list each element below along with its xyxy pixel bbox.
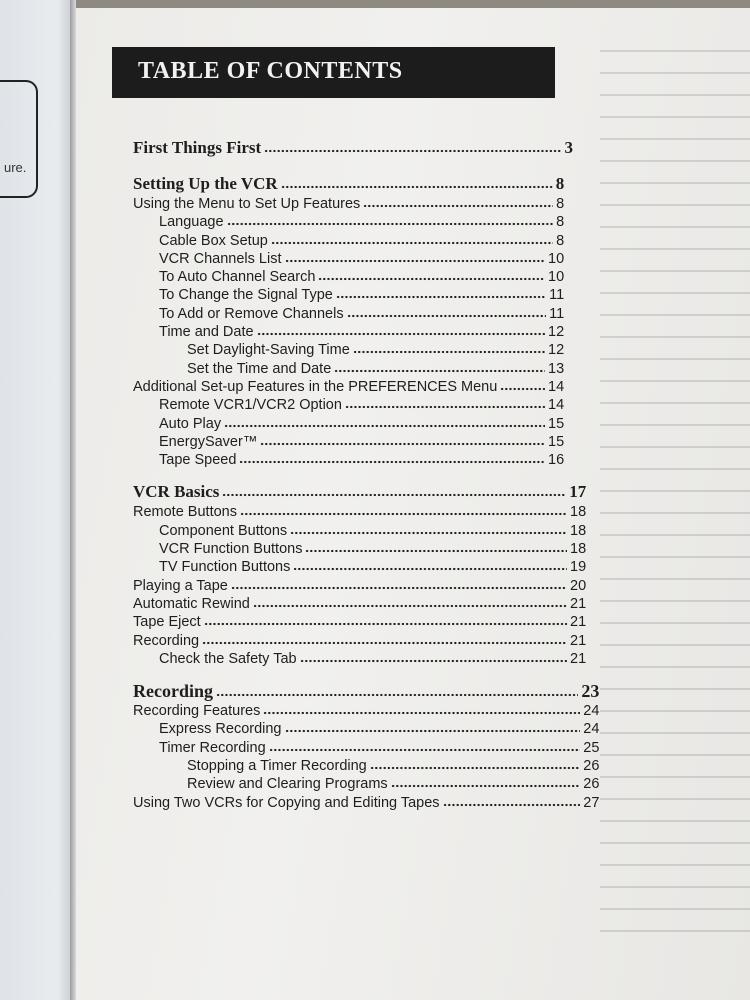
toc-page-number: 8 (556, 232, 565, 249)
toc-page-number: 15 (548, 415, 565, 432)
dot-leader (305, 549, 567, 553)
toc-page-number: 21 (570, 614, 587, 631)
dot-leader (281, 185, 553, 189)
dot-leader (334, 369, 545, 373)
toc-page-number: 14 (548, 397, 565, 414)
toc-page-number: 26 (583, 758, 600, 775)
toc-entry-label: Timer Recording (159, 739, 266, 756)
toc-page-number: 10 (548, 269, 565, 286)
toc-entry (133, 379, 564, 397)
toc-page-number: 3 (564, 138, 573, 157)
dot-leader (300, 659, 567, 663)
dot-leader (345, 405, 545, 409)
toc-entry (133, 703, 599, 721)
dot-leader (285, 729, 581, 733)
toc-entry-label: To Auto Channel Search (159, 269, 316, 286)
toc-entry-label: VCR Channels List (159, 250, 282, 267)
toc-entry-label: VCR Function Buttons (159, 541, 303, 558)
dot-leader (443, 803, 581, 807)
toc-page-number: 20 (570, 577, 587, 594)
toc-entry-label: Cable Box Setup (159, 232, 268, 249)
toc-entry-label: Recording Features (133, 703, 261, 720)
toc-entry (133, 214, 564, 232)
toc-entry (133, 740, 599, 758)
notice-box (0, 80, 38, 198)
dot-leader (216, 693, 578, 697)
dot-leader (363, 204, 553, 208)
toc-entry-label: Stopping a Timer Recording (187, 758, 367, 775)
toc-entry-label: Using Two VCRs for Copying and Editing Tapes (133, 794, 440, 811)
dot-leader (391, 784, 581, 788)
toc-entry (133, 721, 599, 739)
dot-leader (260, 442, 545, 446)
toc-entry-label: To Add or Remove Channels (159, 305, 344, 322)
toc-page-number: 23 (581, 681, 600, 702)
toc-page-number: 8 (556, 196, 565, 212)
toc-entry (133, 233, 564, 251)
toc-entry-label: Setting Up the VCR (133, 174, 278, 193)
toc-page-number: 18 (570, 504, 587, 521)
toc-entry (133, 776, 599, 794)
toc-entry-label: Component Buttons (159, 522, 288, 539)
toc-entry-label: Set the Time and Date (187, 360, 332, 377)
toc-entry-label: Review and Clearing Programs (187, 776, 388, 793)
dot-leader (290, 531, 567, 535)
toc-entry (133, 758, 599, 776)
dot-leader (318, 277, 545, 281)
dot-leader (293, 567, 567, 571)
toc-entry (133, 269, 564, 287)
toc-page-number: 18 (570, 541, 587, 558)
dot-leader (264, 149, 561, 153)
toc-entry (133, 633, 586, 651)
toc-entry-label: Tape Speed (159, 452, 237, 469)
toc-page-number: 27 (583, 794, 600, 811)
toc-section-heading (133, 174, 564, 196)
dot-leader (222, 493, 566, 497)
dot-leader (253, 604, 567, 608)
toc-entry (133, 596, 586, 614)
dot-leader (336, 295, 546, 299)
page-title: TABLE OF CONTENTS (138, 58, 403, 84)
toc-page-number: 21 (570, 650, 587, 667)
toc-entry-label: Check the Safety Tab (159, 650, 297, 667)
toc-entry (133, 434, 564, 452)
toc-page-number: 15 (548, 433, 565, 450)
toc-entry-label: VCR Basics (133, 482, 220, 502)
dot-leader (227, 222, 554, 226)
toc-section (133, 482, 587, 669)
toc-section-heading (133, 482, 586, 504)
toc-entry (133, 651, 586, 669)
toc-page-number: 21 (570, 632, 587, 649)
dot-leader (202, 641, 567, 645)
dot-leader (240, 512, 567, 516)
toc-page-number: 8 (556, 214, 565, 231)
toc-section-heading (133, 681, 599, 703)
toc-page-number: 10 (548, 250, 565, 267)
toc-entry-label: Set Daylight-Saving Time (187, 342, 350, 359)
toc-entry-label: Time and Date (159, 324, 254, 341)
toc-page-number: 17 (569, 482, 587, 502)
toc-entry-label: Language (159, 214, 224, 231)
toc-entry (133, 578, 586, 596)
toc-entry-label: Express Recording (159, 721, 282, 738)
toc-entry-label: Additional Set-up Features in the PREFERENCES Menu (133, 378, 498, 395)
toc-entry-label: Recording (133, 681, 213, 702)
notice-fragment: ure. (4, 160, 27, 175)
dot-leader (353, 350, 545, 354)
dot-leader (257, 332, 545, 336)
toc-entry (133, 559, 586, 577)
toc-entry (133, 416, 564, 434)
toc-entry-label: Remote Buttons (133, 504, 237, 521)
toc-section (133, 138, 573, 160)
title-banner (112, 47, 555, 98)
toc-entry-label: First Things First (133, 138, 262, 157)
toc-entry-label: Remote VCR1/VCR2 Option (159, 397, 342, 414)
toc-entry-label: Recording (133, 632, 200, 649)
toc-entry (133, 287, 564, 305)
show-through (600, 50, 750, 950)
toc-page-number: 13 (548, 360, 565, 377)
toc-entry (133, 504, 586, 522)
toc-entry-label: TV Function Buttons (159, 559, 291, 576)
toc-page-number: 24 (583, 721, 600, 738)
previous-page (0, 0, 72, 1000)
dot-leader (204, 622, 567, 626)
toc-entry (133, 342, 564, 360)
dot-leader (500, 387, 545, 391)
dot-leader (263, 711, 580, 715)
toc-page-number: 16 (548, 452, 565, 469)
toc-entry (133, 251, 564, 269)
dot-leader (224, 424, 545, 428)
toc-page-number: 21 (570, 595, 587, 612)
toc-section (133, 681, 600, 813)
toc-entry (133, 541, 586, 559)
toc-entry (133, 452, 564, 470)
dot-leader (347, 314, 547, 318)
toc-entry (133, 614, 586, 632)
toc-entry-label: Using the Menu to Set Up Features (133, 196, 361, 212)
toc-entry (133, 306, 564, 324)
toc-entry (133, 795, 599, 813)
toc-section (133, 174, 573, 470)
toc-page-number: 12 (548, 342, 565, 359)
toc-entry-label: To Change the Signal Type (159, 287, 333, 304)
toc-page-number: 14 (548, 378, 565, 395)
toc-page-number: 24 (583, 703, 600, 720)
dot-leader (271, 241, 553, 245)
toc-page-number: 12 (548, 324, 565, 341)
toc-entry (133, 196, 564, 214)
dot-leader (239, 460, 545, 464)
dot-leader (231, 586, 567, 590)
toc-page-number: 18 (570, 522, 587, 539)
toc-page-number: 8 (555, 174, 565, 193)
toc-page-number: 25 (583, 739, 600, 756)
toc-section-heading (133, 138, 573, 160)
dot-leader (285, 259, 546, 263)
toc-entry-label: EnergySaver™ (159, 433, 258, 450)
toc-entry (133, 523, 586, 541)
toc-entry (133, 397, 564, 415)
dot-leader (269, 748, 581, 752)
toc-entry-label: Auto Play (159, 415, 222, 432)
toc-page-number: 11 (549, 305, 565, 322)
toc-entry (133, 361, 564, 379)
toc-entry-label: Automatic Rewind (133, 595, 250, 612)
toc-entry-label: Playing a Tape (133, 577, 228, 594)
toc-entry-label: Tape Eject (133, 614, 201, 631)
table-of-contents (133, 138, 600, 825)
toc-page-number: 11 (549, 287, 565, 304)
dot-leader (370, 766, 581, 770)
toc-page-number: 26 (583, 776, 600, 793)
toc-entry (133, 324, 564, 342)
toc-page-number: 19 (570, 559, 587, 576)
